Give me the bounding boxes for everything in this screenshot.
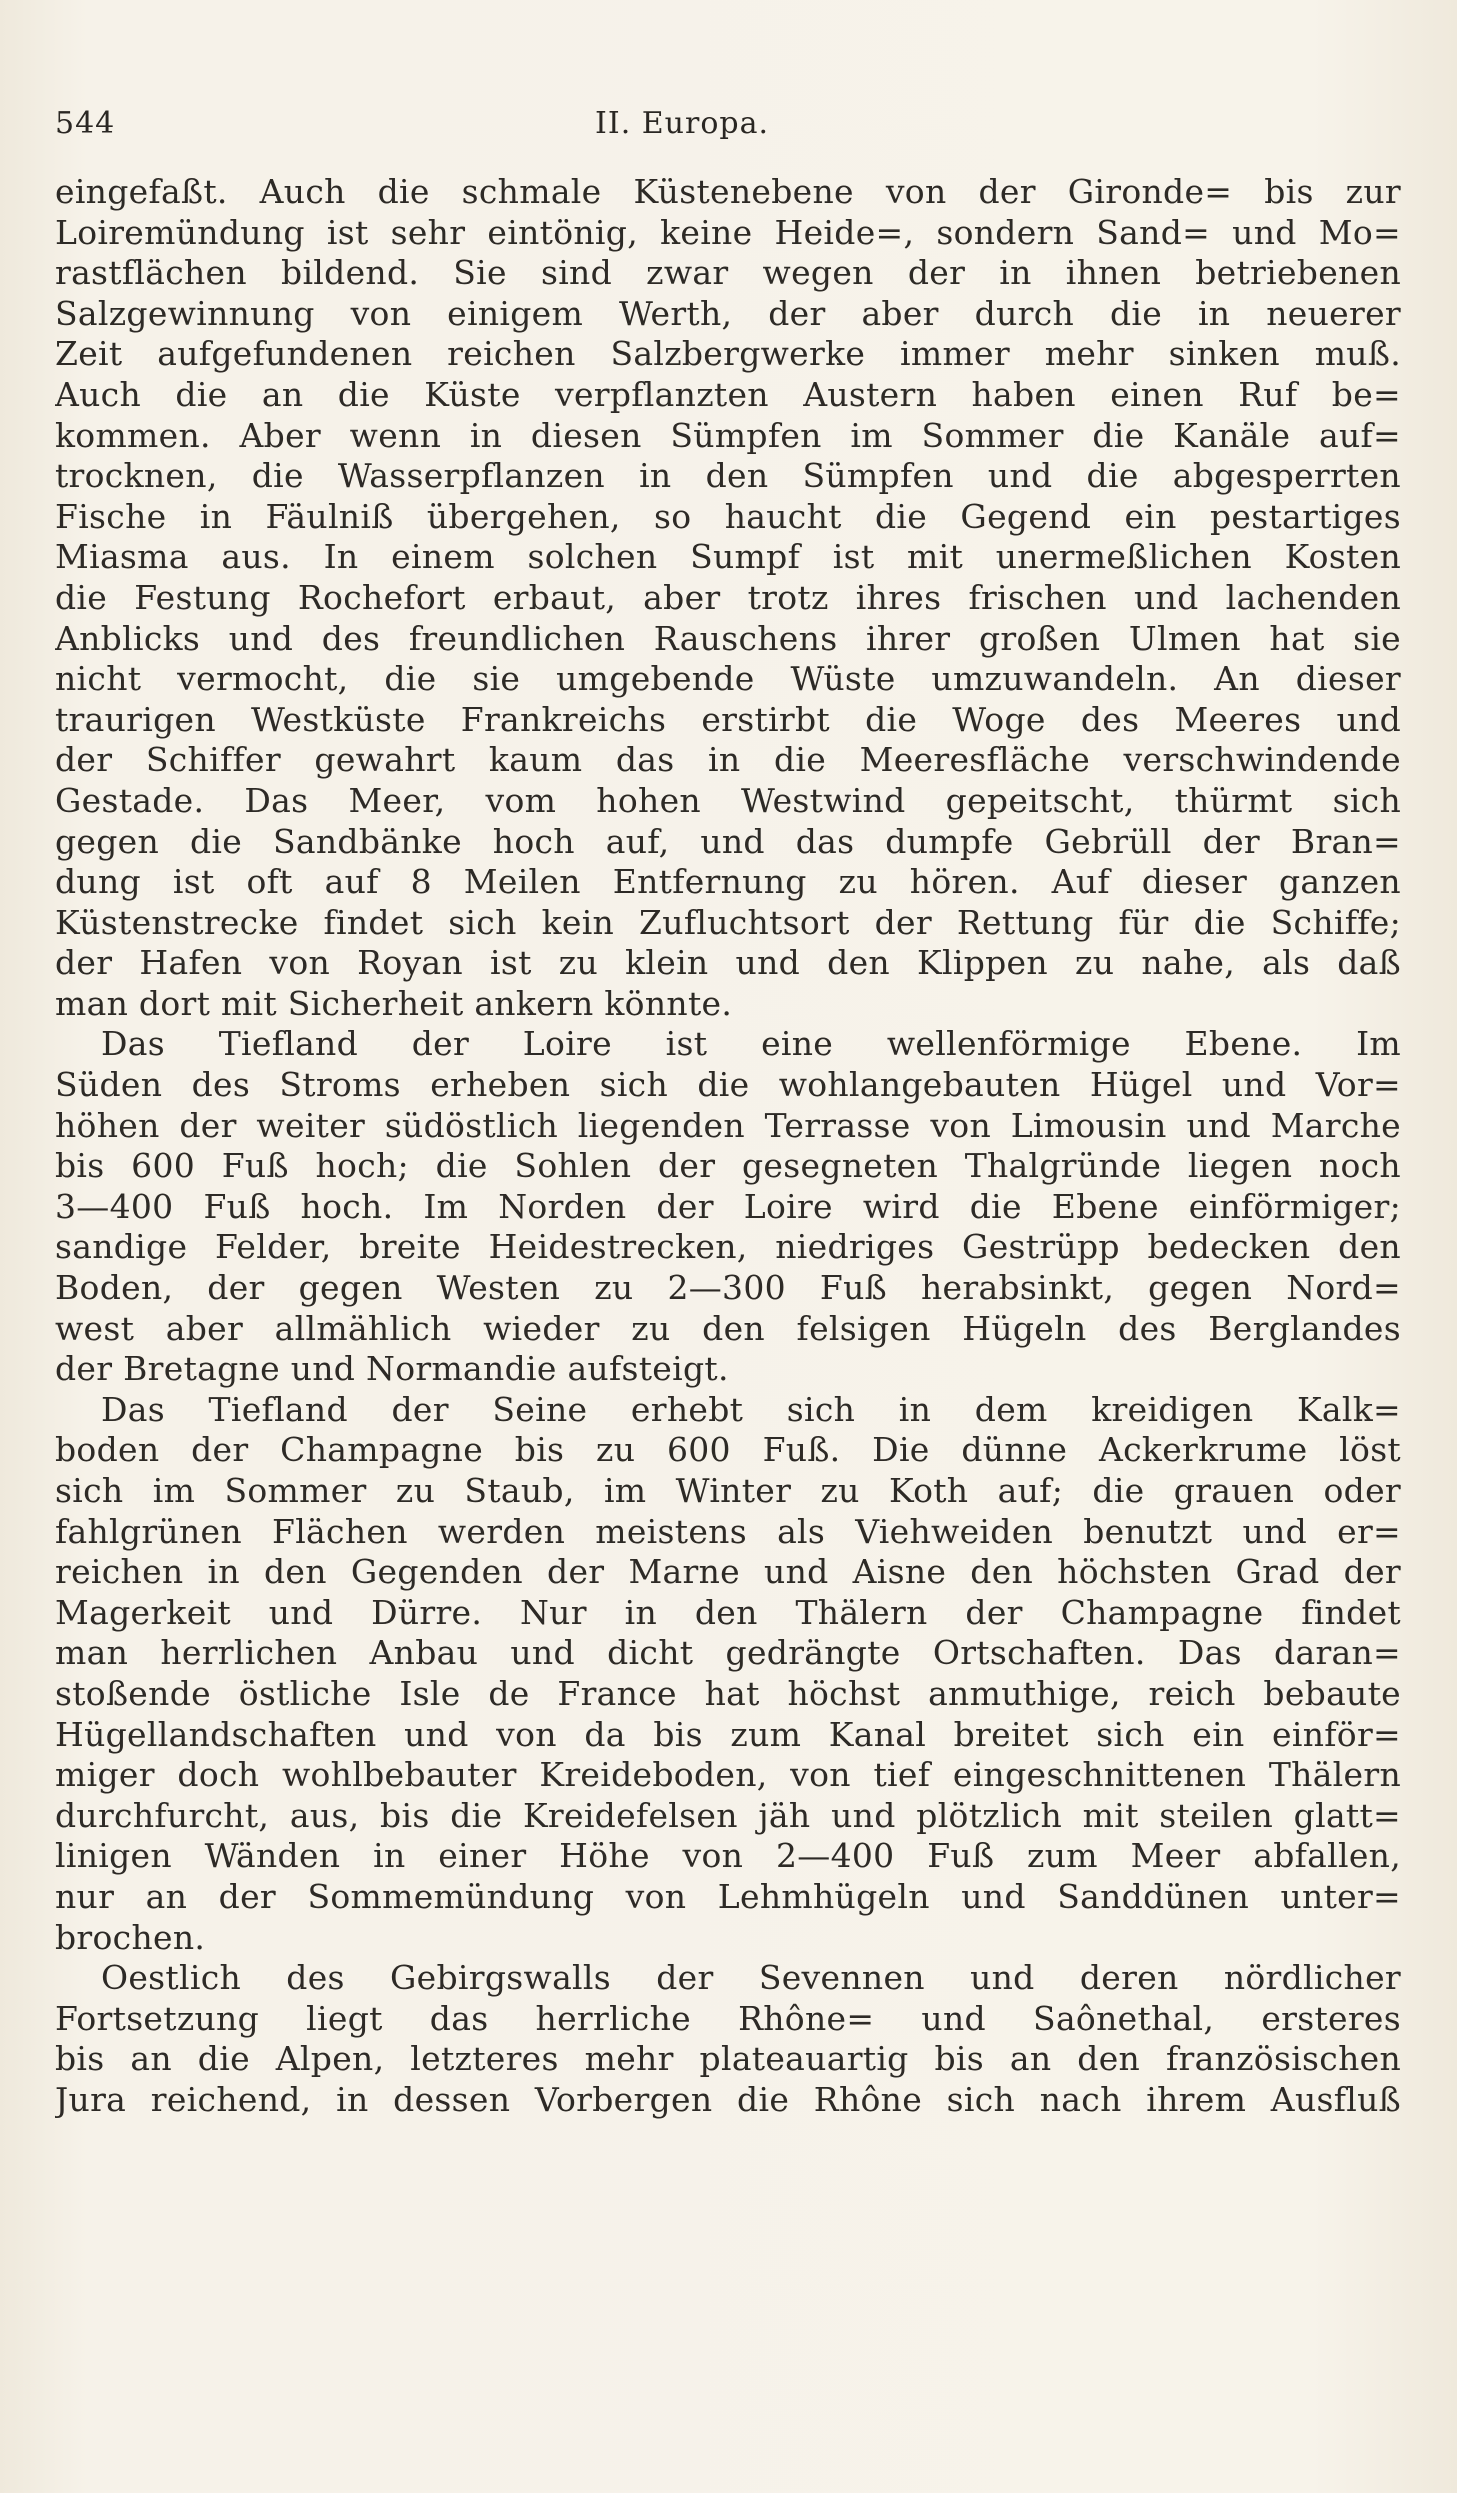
text-line: kommen. Aber wenn in diesen Sümpfen im Sommer die Kanäle auf= <box>55 415 1401 455</box>
text-line: sandige Felder, breite Heidestrecken, niedriges Gestrüpp bedecken den <box>55 1227 1401 1267</box>
text-line: höhen der weiter südöstlich liegenden Terrasse von Limousin und Marche <box>55 1105 1401 1145</box>
text-line: durchfurcht, aus, bis die Kreidefelsen jäh und plötzlich mit steilen glatt= <box>55 1795 1401 1835</box>
text-line: der Hafen von Royan ist zu klein und den Klippen zu nahe, als daß <box>55 943 1401 983</box>
text-line: nur an der Sommemündung von Lehmhügeln und Sanddünen unter= <box>55 1876 1401 1916</box>
text-line: der Bretagne und Normandie aufsteigt. <box>55 1349 729 1389</box>
text-line: Zeit aufgefundenen reichen Salzbergwerke immer mehr sinken muß. <box>55 334 1401 374</box>
paragraph-first-line: Das Tiefland der Loire ist eine wellenförmige Ebene. Im <box>101 1024 1401 1064</box>
text-line: nicht vermocht, die sie umgebende Wüste umzuwandeln. An dieser <box>55 659 1401 699</box>
text-line: traurigen Westküste Frankreichs erstirbt die Woge des Meeres und <box>55 699 1401 739</box>
text-line: west aber allmählich wieder zu den felsigen Hügeln des Berglandes <box>55 1308 1401 1348</box>
text-line: Boden, der gegen Westen zu 2—300 Fuß herabsinkt, gegen Nord= <box>55 1268 1401 1308</box>
text-line: sich im Sommer zu Staub, im Winter zu Koth auf; die grauen oder <box>55 1471 1401 1510</box>
text-line: Magerkeit und Dürre. Nur in den Thälern der Champagne findet <box>55 1592 1401 1632</box>
text-line: Loiremündung ist sehr eintönig, keine Heide=, sondern Sand= und Mo= <box>55 212 1401 252</box>
text-line: bis 600 Fuß hoch; die Sohlen der gesegneten Thalgründe liegen noch <box>55 1146 1401 1186</box>
text-line: linigen Wänden in einer Höhe von 2—400 Fuß zum Meer abfallen, <box>55 1836 1401 1876</box>
text-line: 3—400 Fuß hoch. Im Norden der Loire wird die Ebene einförmiger; <box>55 1186 1401 1226</box>
text-line: Salzgewinnung von einigem Werth, der aber durch die in neuerer <box>55 293 1401 333</box>
text-line: Küstenstrecke findet sich kein Zufluchtsort der Rettung für die Schiffe; <box>55 902 1401 942</box>
text-line: der Schiffer gewahrt kaum das in die Meeresfläche verschwindende <box>55 740 1401 780</box>
text-line: Auch die an die Küste verpflanzten Austern haben einen Ruf be= <box>55 374 1401 414</box>
paragraph-first-line: Das Tiefland der Seine erhebt sich in dem kreidigen Kalk= <box>101 1389 1401 1429</box>
text-line: Gestade. Das Meer, vom hohen Westwind gepeitscht, thürmt sich <box>55 780 1401 820</box>
text-line: Anblicks und des freundlichen Rauschens ihrer großen Ulmen hat sie <box>55 618 1401 658</box>
text-line: Fortsetzung liegt das herrliche Rhône= und Saônethal, ersteres <box>55 1998 1401 2038</box>
text-line: Hügellandschaften und von da bis zum Kanal breitet sich ein einför= <box>55 1714 1401 1754</box>
text-line: trocknen, die Wasserpflanzen in den Sümpfen und die abgesperrten <box>55 456 1401 496</box>
text-line: rastflächen bildend. Sie sind zwar wegen der in ihnen betriebenen <box>55 253 1401 293</box>
text-line: man herrlichen Anbau und dicht gedrängte Ortschaften. Das daran= <box>55 1633 1401 1673</box>
text-line: Süden des Stroms erheben sich die wohlangebauten Hügel und Vor= <box>55 1065 1401 1105</box>
text-line: gegen die Sandbänke hoch auf, und das dumpfe Gebrüll der Bran= <box>55 821 1401 861</box>
page-number: 544 <box>55 106 116 141</box>
text-line: die Festung Rochefort erbaut, aber trotz ihres frischen und lachenden <box>55 577 1401 617</box>
text-line: stoßende östliche Isle de France hat höchst anmuthige, reich bebaute <box>55 1673 1401 1713</box>
text-line: Jura reichend, in dessen Vorbergen die Rhône sich nach ihrem Ausfluß <box>55 2079 1401 2119</box>
running-head: II. Europa. <box>595 106 770 141</box>
paragraph-first-line: Oestlich des Gebirgswalls der Sevennen und deren nördlicher <box>101 1958 1401 1998</box>
body-text <box>55 172 1401 2121</box>
text-line: fahlgrünen Flächen werden meistens als Viehweiden benutzt und er= <box>55 1511 1401 1551</box>
text-line: man dort mit Sicherheit ankern könnte. <box>55 983 733 1023</box>
text-line: reichen in den Gegenden der Marne und Aisne den höchsten Grad der <box>55 1552 1401 1592</box>
text-line: dung ist oft auf 8 Meilen Entfernung zu hören. Auf dieser ganzen <box>55 862 1401 902</box>
text-line: brochen. <box>55 1917 206 1957</box>
text-line: bis an die Alpen, letzteres mehr plateauartig bis an den französischen <box>55 2039 1401 2079</box>
text-line: Miasma aus. In einem solchen Sumpf ist mit unermeßlichen Kosten <box>55 537 1401 577</box>
text-line: boden der Champagne bis zu 600 Fuß. Die dünne Ackerkrume löst <box>55 1430 1401 1470</box>
text-line: eingefaßt. Auch die schmale Küstenebene von der Gironde= bis zur <box>55 172 1401 211</box>
page-header <box>55 106 1402 150</box>
text-line: Fische in Fäulniß übergehen, so haucht die Gegend ein pestartiges <box>55 496 1401 536</box>
text-line: miger doch wohlbebauter Kreideboden, von tief eingeschnittenen Thälern <box>55 1755 1401 1795</box>
